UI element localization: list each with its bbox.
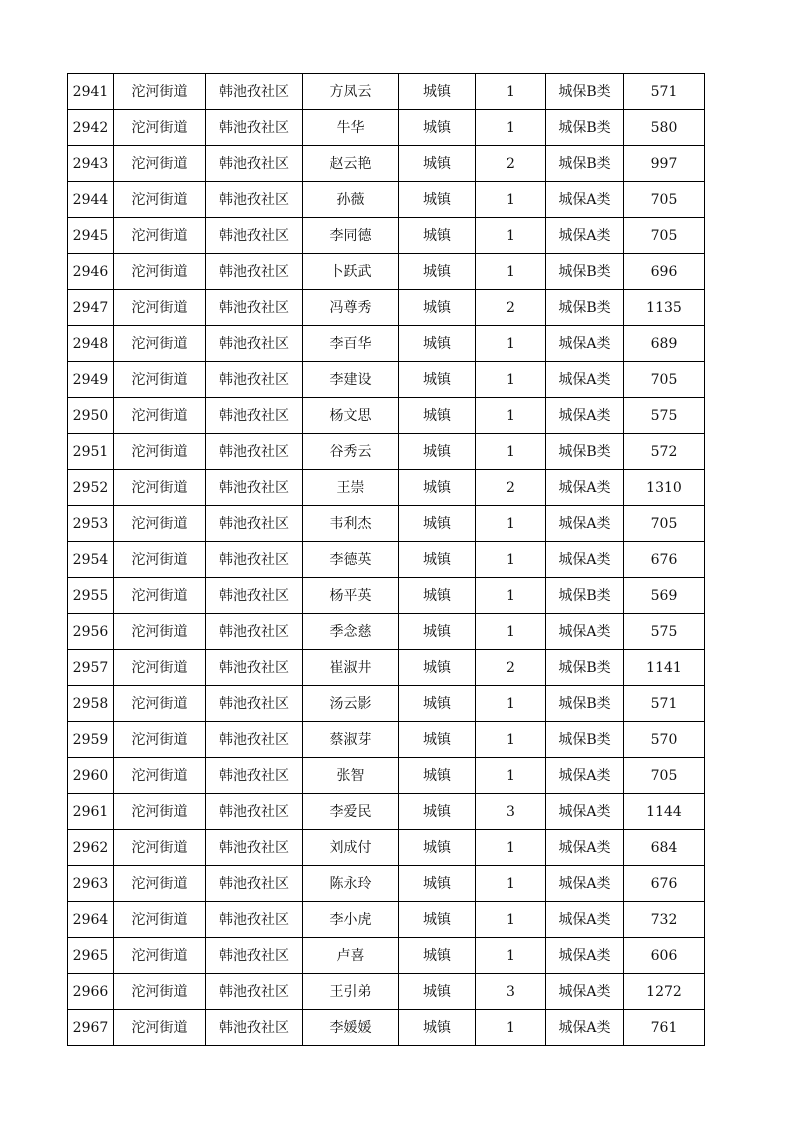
street-cell: 沱河街道 xyxy=(114,182,206,218)
street-cell: 沱河街道 xyxy=(114,254,206,290)
table-row xyxy=(68,506,705,542)
street-cell: 沱河街道 xyxy=(114,686,206,722)
table-row xyxy=(68,110,705,146)
area-type-cell: 城镇 xyxy=(399,362,476,398)
street-cell: 沱河街道 xyxy=(114,434,206,470)
assistance-category-cell: 城保B类 xyxy=(546,722,624,758)
name-cell: 季念慈 xyxy=(303,614,399,650)
community-cell: 韩池孜社区 xyxy=(206,578,303,614)
assistance-category-cell: 城保B类 xyxy=(546,254,624,290)
amount-cell: 676 xyxy=(624,866,705,902)
household-count-cell: 1 xyxy=(476,866,546,902)
community-cell: 韩池孜社区 xyxy=(206,1010,303,1046)
household-count-cell: 1 xyxy=(476,1010,546,1046)
amount-cell: 696 xyxy=(624,254,705,290)
name-cell: 孙薇 xyxy=(303,182,399,218)
street-cell: 沱河街道 xyxy=(114,578,206,614)
street-cell: 沱河街道 xyxy=(114,650,206,686)
assistance-category-cell: 城保B类 xyxy=(546,578,624,614)
table-row xyxy=(68,182,705,218)
table-row xyxy=(68,902,705,938)
name-cell: 刘成付 xyxy=(303,830,399,866)
amount-cell: 705 xyxy=(624,218,705,254)
serial-number-cell: 2958 xyxy=(68,686,114,722)
name-cell: 陈永玲 xyxy=(303,866,399,902)
community-cell: 韩池孜社区 xyxy=(206,794,303,830)
community-cell: 韩池孜社区 xyxy=(206,434,303,470)
serial-number-cell: 2946 xyxy=(68,254,114,290)
name-cell: 王引弟 xyxy=(303,974,399,1010)
community-cell: 韩池孜社区 xyxy=(206,182,303,218)
area-type-cell: 城镇 xyxy=(399,74,476,110)
amount-cell: 732 xyxy=(624,902,705,938)
community-cell: 韩池孜社区 xyxy=(206,758,303,794)
table-row xyxy=(68,866,705,902)
amount-cell: 1144 xyxy=(624,794,705,830)
table-row xyxy=(68,830,705,866)
table-row xyxy=(68,362,705,398)
table-row xyxy=(68,290,705,326)
area-type-cell: 城镇 xyxy=(399,830,476,866)
table-row xyxy=(68,938,705,974)
household-count-cell: 1 xyxy=(476,110,546,146)
community-cell: 韩池孜社区 xyxy=(206,74,303,110)
serial-number-cell: 2966 xyxy=(68,974,114,1010)
serial-number-cell: 2941 xyxy=(68,74,114,110)
amount-cell: 575 xyxy=(624,614,705,650)
assistance-category-cell: 城保A类 xyxy=(546,362,624,398)
name-cell: 王崇 xyxy=(303,470,399,506)
area-type-cell: 城镇 xyxy=(399,326,476,362)
table-row xyxy=(68,74,705,110)
area-type-cell: 城镇 xyxy=(399,434,476,470)
table-row xyxy=(68,470,705,506)
area-type-cell: 城镇 xyxy=(399,650,476,686)
amount-cell: 684 xyxy=(624,830,705,866)
amount-cell: 676 xyxy=(624,542,705,578)
assistance-category-cell: 城保A类 xyxy=(546,794,624,830)
name-cell: 方凤云 xyxy=(303,74,399,110)
street-cell: 沱河街道 xyxy=(114,902,206,938)
assistance-category-cell: 城保A类 xyxy=(546,866,624,902)
area-type-cell: 城镇 xyxy=(399,182,476,218)
assistance-category-cell: 城保A类 xyxy=(546,1010,624,1046)
name-cell: 谷秀云 xyxy=(303,434,399,470)
household-count-cell: 1 xyxy=(476,326,546,362)
serial-number-cell: 2967 xyxy=(68,1010,114,1046)
amount-cell: 580 xyxy=(624,110,705,146)
household-count-cell: 1 xyxy=(476,542,546,578)
assistance-category-cell: 城保A类 xyxy=(546,938,624,974)
area-type-cell: 城镇 xyxy=(399,866,476,902)
amount-cell: 705 xyxy=(624,506,705,542)
household-count-cell: 1 xyxy=(476,362,546,398)
serial-number-cell: 2959 xyxy=(68,722,114,758)
assistance-category-cell: 城保A类 xyxy=(546,758,624,794)
serial-number-cell: 2961 xyxy=(68,794,114,830)
area-type-cell: 城镇 xyxy=(399,1010,476,1046)
serial-number-cell: 2953 xyxy=(68,506,114,542)
serial-number-cell: 2945 xyxy=(68,218,114,254)
street-cell: 沱河街道 xyxy=(114,398,206,434)
assistance-category-cell: 城保A类 xyxy=(546,830,624,866)
serial-number-cell: 2947 xyxy=(68,290,114,326)
household-count-cell: 1 xyxy=(476,830,546,866)
table-row xyxy=(68,722,705,758)
household-count-cell: 1 xyxy=(476,74,546,110)
assistance-category-cell: 城保A类 xyxy=(546,470,624,506)
community-cell: 韩池孜社区 xyxy=(206,614,303,650)
serial-number-cell: 2944 xyxy=(68,182,114,218)
table-row xyxy=(68,254,705,290)
table-body xyxy=(68,74,705,1046)
area-type-cell: 城镇 xyxy=(399,470,476,506)
serial-number-cell: 2964 xyxy=(68,902,114,938)
table-row xyxy=(68,326,705,362)
area-type-cell: 城镇 xyxy=(399,146,476,182)
amount-cell: 761 xyxy=(624,1010,705,1046)
serial-number-cell: 2957 xyxy=(68,650,114,686)
assistance-category-cell: 城保A类 xyxy=(546,218,624,254)
amount-cell: 606 xyxy=(624,938,705,974)
amount-cell: 1141 xyxy=(624,650,705,686)
area-type-cell: 城镇 xyxy=(399,254,476,290)
household-count-cell: 3 xyxy=(476,794,546,830)
community-cell: 韩池孜社区 xyxy=(206,542,303,578)
table-row xyxy=(68,578,705,614)
household-count-cell: 2 xyxy=(476,650,546,686)
street-cell: 沱河街道 xyxy=(114,866,206,902)
street-cell: 沱河街道 xyxy=(114,362,206,398)
community-cell: 韩池孜社区 xyxy=(206,362,303,398)
community-cell: 韩池孜社区 xyxy=(206,290,303,326)
area-type-cell: 城镇 xyxy=(399,686,476,722)
serial-number-cell: 2956 xyxy=(68,614,114,650)
household-count-cell: 1 xyxy=(476,758,546,794)
name-cell: 汤云影 xyxy=(303,686,399,722)
name-cell: 李德英 xyxy=(303,542,399,578)
amount-cell: 705 xyxy=(624,182,705,218)
name-cell: 李爱民 xyxy=(303,794,399,830)
street-cell: 沱河街道 xyxy=(114,74,206,110)
community-cell: 韩池孜社区 xyxy=(206,650,303,686)
amount-cell: 569 xyxy=(624,578,705,614)
assistance-category-cell: 城保B类 xyxy=(546,686,624,722)
name-cell: 李小虎 xyxy=(303,902,399,938)
assistance-category-cell: 城保B类 xyxy=(546,434,624,470)
community-cell: 韩池孜社区 xyxy=(206,722,303,758)
assistance-category-cell: 城保A类 xyxy=(546,614,624,650)
table-row xyxy=(68,650,705,686)
assistance-category-cell: 城保B类 xyxy=(546,290,624,326)
name-cell: 韦利杰 xyxy=(303,506,399,542)
amount-cell: 689 xyxy=(624,326,705,362)
street-cell: 沱河街道 xyxy=(114,146,206,182)
table-row xyxy=(68,794,705,830)
table-row xyxy=(68,974,705,1010)
street-cell: 沱河街道 xyxy=(114,470,206,506)
name-cell: 李百华 xyxy=(303,326,399,362)
serial-number-cell: 2952 xyxy=(68,470,114,506)
amount-cell: 705 xyxy=(624,362,705,398)
street-cell: 沱河街道 xyxy=(114,542,206,578)
area-type-cell: 城镇 xyxy=(399,758,476,794)
assistance-category-cell: 城保A类 xyxy=(546,974,624,1010)
name-cell: 赵云艳 xyxy=(303,146,399,182)
name-cell: 杨平英 xyxy=(303,578,399,614)
area-type-cell: 城镇 xyxy=(399,218,476,254)
area-type-cell: 城镇 xyxy=(399,290,476,326)
area-type-cell: 城镇 xyxy=(399,398,476,434)
area-type-cell: 城镇 xyxy=(399,974,476,1010)
serial-number-cell: 2965 xyxy=(68,938,114,974)
community-cell: 韩池孜社区 xyxy=(206,974,303,1010)
household-count-cell: 2 xyxy=(476,290,546,326)
assistance-category-cell: 城保A类 xyxy=(546,326,624,362)
area-type-cell: 城镇 xyxy=(399,542,476,578)
assistance-category-cell: 城保A类 xyxy=(546,902,624,938)
household-count-cell: 1 xyxy=(476,506,546,542)
area-type-cell: 城镇 xyxy=(399,614,476,650)
area-type-cell: 城镇 xyxy=(399,938,476,974)
street-cell: 沱河街道 xyxy=(114,218,206,254)
street-cell: 沱河街道 xyxy=(114,614,206,650)
name-cell: 张智 xyxy=(303,758,399,794)
area-type-cell: 城镇 xyxy=(399,902,476,938)
name-cell: 李建设 xyxy=(303,362,399,398)
serial-number-cell: 2960 xyxy=(68,758,114,794)
area-type-cell: 城镇 xyxy=(399,794,476,830)
assistance-category-cell: 城保B类 xyxy=(546,74,624,110)
serial-number-cell: 2951 xyxy=(68,434,114,470)
street-cell: 沱河街道 xyxy=(114,794,206,830)
household-count-cell: 1 xyxy=(476,182,546,218)
serial-number-cell: 2949 xyxy=(68,362,114,398)
name-cell: 牛华 xyxy=(303,110,399,146)
community-cell: 韩池孜社区 xyxy=(206,938,303,974)
serial-number-cell: 2962 xyxy=(68,830,114,866)
assistance-category-cell: 城保A类 xyxy=(546,506,624,542)
serial-number-cell: 2963 xyxy=(68,866,114,902)
name-cell: 杨文思 xyxy=(303,398,399,434)
household-count-cell: 3 xyxy=(476,974,546,1010)
amount-cell: 1135 xyxy=(624,290,705,326)
household-count-cell: 1 xyxy=(476,254,546,290)
amount-cell: 571 xyxy=(624,74,705,110)
street-cell: 沱河街道 xyxy=(114,110,206,146)
community-cell: 韩池孜社区 xyxy=(206,254,303,290)
assistance-category-cell: 城保A类 xyxy=(546,398,624,434)
street-cell: 沱河街道 xyxy=(114,830,206,866)
household-count-cell: 1 xyxy=(476,578,546,614)
household-count-cell: 1 xyxy=(476,686,546,722)
serial-number-cell: 2955 xyxy=(68,578,114,614)
table-row xyxy=(68,686,705,722)
household-count-cell: 1 xyxy=(476,218,546,254)
community-cell: 韩池孜社区 xyxy=(206,398,303,434)
assistance-category-cell: 城保B类 xyxy=(546,650,624,686)
assistance-category-cell: 城保A类 xyxy=(546,542,624,578)
household-count-cell: 1 xyxy=(476,902,546,938)
street-cell: 沱河街道 xyxy=(114,326,206,362)
community-cell: 韩池孜社区 xyxy=(206,902,303,938)
community-cell: 韩池孜社区 xyxy=(206,470,303,506)
table-row xyxy=(68,758,705,794)
street-cell: 沱河街道 xyxy=(114,506,206,542)
name-cell: 崔淑井 xyxy=(303,650,399,686)
amount-cell: 575 xyxy=(624,398,705,434)
name-cell: 卜跃武 xyxy=(303,254,399,290)
table-row xyxy=(68,434,705,470)
amount-cell: 997 xyxy=(624,146,705,182)
amount-cell: 571 xyxy=(624,686,705,722)
table-row xyxy=(68,218,705,254)
assistance-category-cell: 城保A类 xyxy=(546,182,624,218)
community-cell: 韩池孜社区 xyxy=(206,110,303,146)
table-row xyxy=(68,542,705,578)
street-cell: 沱河街道 xyxy=(114,722,206,758)
street-cell: 沱河街道 xyxy=(114,938,206,974)
community-cell: 韩池孜社区 xyxy=(206,218,303,254)
community-cell: 韩池孜社区 xyxy=(206,866,303,902)
household-count-cell: 1 xyxy=(476,722,546,758)
amount-cell: 572 xyxy=(624,434,705,470)
area-type-cell: 城镇 xyxy=(399,722,476,758)
amount-cell: 570 xyxy=(624,722,705,758)
table-row xyxy=(68,146,705,182)
amount-cell: 1310 xyxy=(624,470,705,506)
serial-number-cell: 2950 xyxy=(68,398,114,434)
serial-number-cell: 2948 xyxy=(68,326,114,362)
street-cell: 沱河街道 xyxy=(114,1010,206,1046)
community-cell: 韩池孜社区 xyxy=(206,326,303,362)
serial-number-cell: 2954 xyxy=(68,542,114,578)
name-cell: 卢喜 xyxy=(303,938,399,974)
serial-number-cell: 2942 xyxy=(68,110,114,146)
household-count-cell: 1 xyxy=(476,398,546,434)
household-count-cell: 1 xyxy=(476,938,546,974)
name-cell: 冯尊秀 xyxy=(303,290,399,326)
household-count-cell: 1 xyxy=(476,434,546,470)
street-cell: 沱河街道 xyxy=(114,290,206,326)
assistance-category-cell: 城保B类 xyxy=(546,110,624,146)
amount-cell: 705 xyxy=(624,758,705,794)
area-type-cell: 城镇 xyxy=(399,578,476,614)
table-row xyxy=(68,1010,705,1046)
name-cell: 李媛媛 xyxy=(303,1010,399,1046)
street-cell: 沱河街道 xyxy=(114,758,206,794)
area-type-cell: 城镇 xyxy=(399,506,476,542)
amount-cell: 1272 xyxy=(624,974,705,1010)
serial-number-cell: 2943 xyxy=(68,146,114,182)
name-cell: 蔡淑芽 xyxy=(303,722,399,758)
table-row xyxy=(68,398,705,434)
household-count-cell: 2 xyxy=(476,470,546,506)
assistance-category-cell: 城保B类 xyxy=(546,146,624,182)
community-cell: 韩池孜社区 xyxy=(206,830,303,866)
community-cell: 韩池孜社区 xyxy=(206,506,303,542)
household-count-cell: 1 xyxy=(476,614,546,650)
household-count-cell: 2 xyxy=(476,146,546,182)
community-cell: 韩池孜社区 xyxy=(206,686,303,722)
table-row xyxy=(68,614,705,650)
name-cell: 李同德 xyxy=(303,218,399,254)
assistance-roster-table xyxy=(67,73,705,1046)
street-cell: 沱河街道 xyxy=(114,974,206,1010)
area-type-cell: 城镇 xyxy=(399,110,476,146)
community-cell: 韩池孜社区 xyxy=(206,146,303,182)
